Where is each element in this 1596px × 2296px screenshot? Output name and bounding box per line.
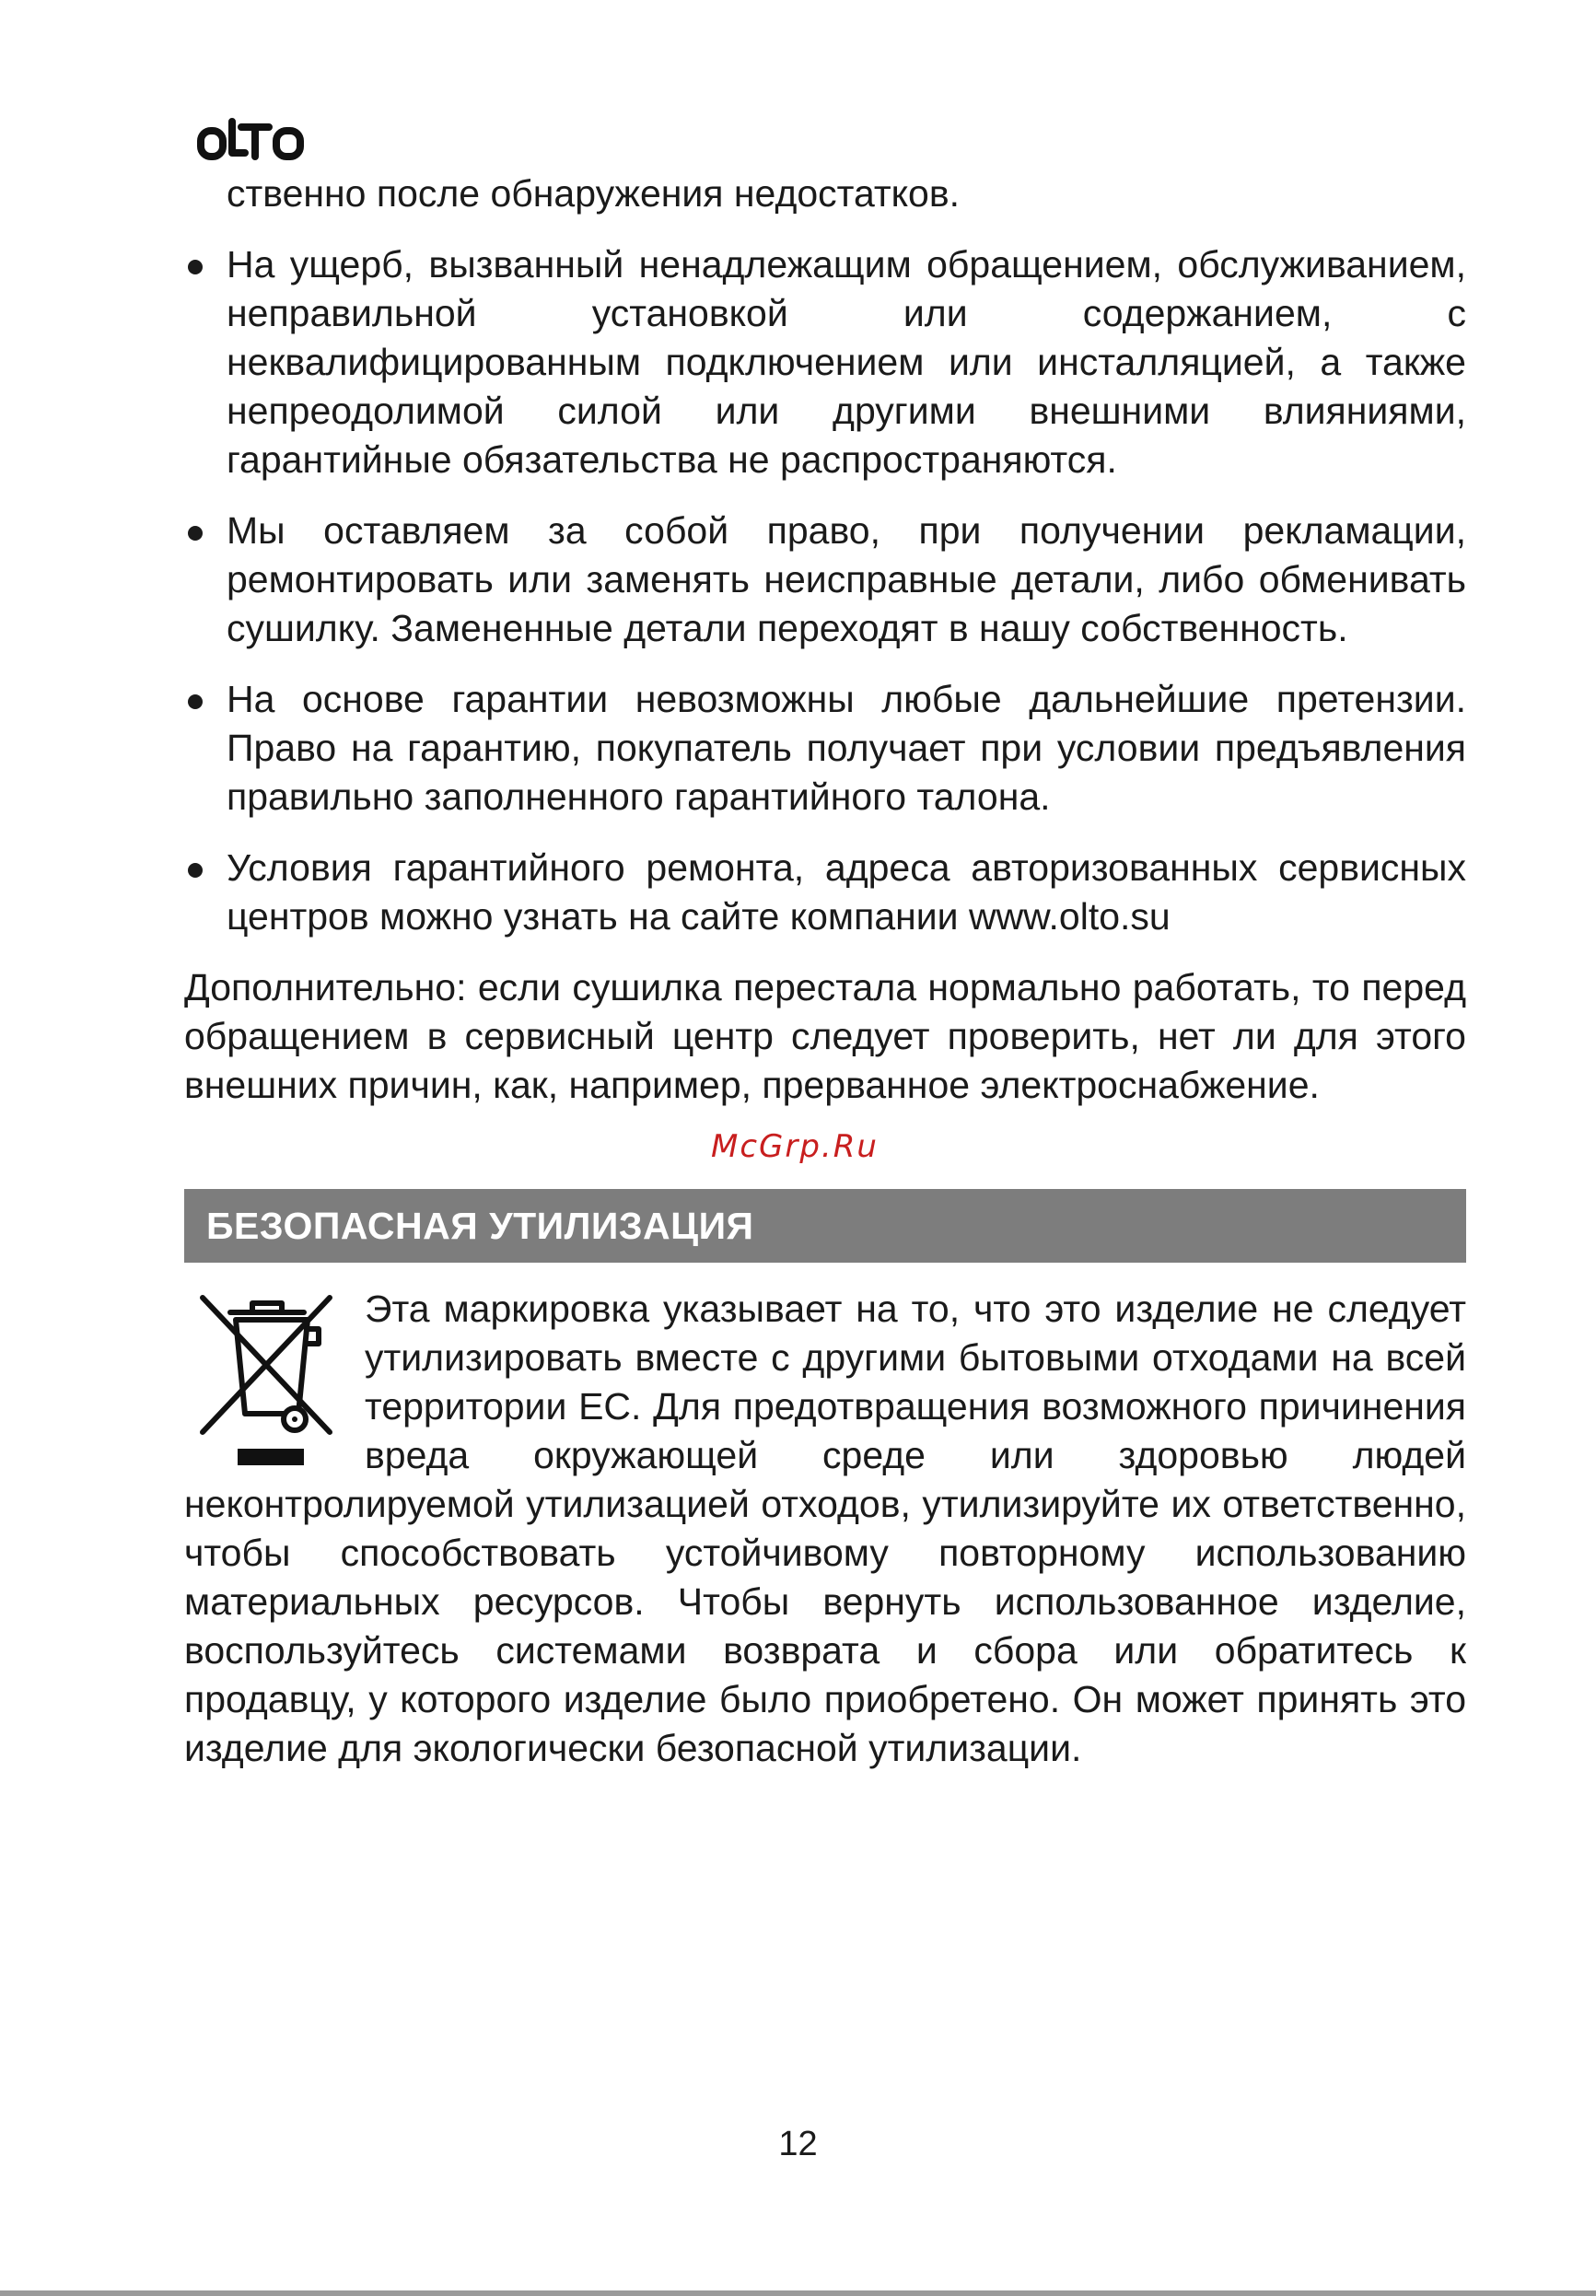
section-header-bar xyxy=(184,1189,1466,1263)
disposal-text: Эта маркировка указывает на то, что это изделие не следует утилизировать вместе с другими бытовыми отходами на всей территории ЕС. Для предотвращения возможного причинения вреда окружающей среде или здоровью людей неконтролируемой утилизацией отходов, утилизируйте их ответственно, чтобы способствовать устойчивому повторному использованию материальных ресурсов. Чтобы вернуть использованное изделие, воспользуйтесь системами возврата и сбора или обратитесь к продавцу, у которого изделие было приобретено. Он может принять это изделие для экологически безопасной утилизации. xyxy=(184,1288,1466,1769)
bullet-text: На основе гарантии невозможны любые дальнейшие претензии. Право на гарантию, покупатель получает при условии предъявления правильно заполненного гарантийного талона. xyxy=(227,678,1466,818)
olto-logo xyxy=(197,116,308,162)
additional-paragraph: Дополнительно: если сушилка перестала нормально работать, то перед обращением в сервисный центр следует проверить, нет ли для этого внешних причин, как, например, прерванное электроснабжение. xyxy=(184,966,1466,1106)
watermark-text: McGrp.Ru xyxy=(711,1128,879,1165)
section-title: БЕЗОПАСНАЯ УТИЛИЗАЦИЯ xyxy=(206,1205,754,1247)
page-number: 12 xyxy=(778,2125,818,2163)
warranty-section xyxy=(184,169,1466,1110)
list-item xyxy=(184,844,1466,941)
bullet-text: Условия гарантийного ремонта, адреса авторизованных сервисных центров можно узнать на сайте компании www.olto.su xyxy=(227,846,1466,938)
bullet-text: На ущерб, вызванный ненадлежащим обращением, обслуживанием, неправильной установкой или содержанием, с неквалифицированным подключением или инсталляцией, а также непреодолимой силой или другими внешними влияниями, гарантийные обязательства не распространяются. xyxy=(227,243,1466,481)
list-item xyxy=(184,507,1466,653)
bullet-dot-icon xyxy=(188,863,203,878)
disposal-section xyxy=(184,1285,1466,1773)
bullet-text: Мы оставляем за собой право, при получении рекламации, ремонтировать или заменять неисправные детали, либо обменивать сушилку. Замененные детали переходят в нашу собственность. xyxy=(227,509,1466,649)
bullet-dot-icon xyxy=(188,694,203,709)
bottom-border xyxy=(0,2290,1596,2296)
continuation-text: ственно после обнаружения недостатков. xyxy=(227,172,961,215)
crossed-out-wheelie-bin-icon xyxy=(190,1285,343,1469)
bullet-dot-icon xyxy=(188,526,203,541)
list-item xyxy=(184,675,1466,822)
bullet-dot-icon xyxy=(188,260,203,274)
list-item xyxy=(184,240,1466,484)
warranty-bullet-list xyxy=(184,240,1466,941)
